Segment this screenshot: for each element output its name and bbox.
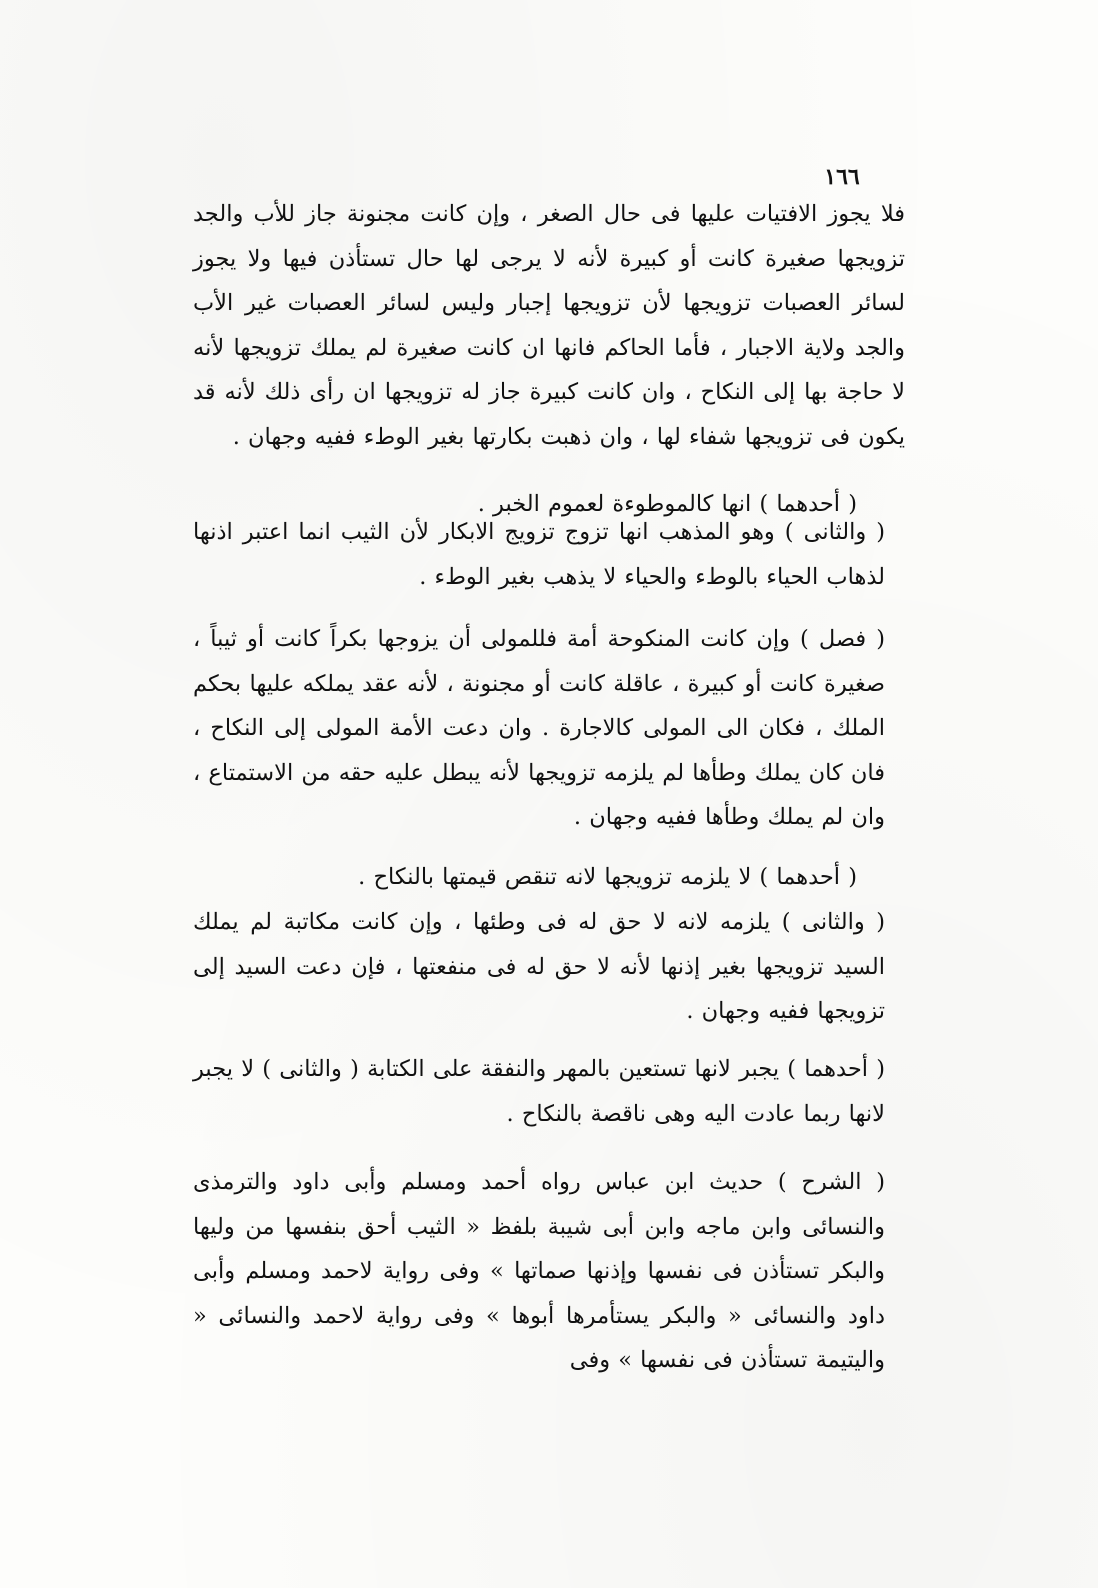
mukataba-text: ( أحدهما ) يجبر لانها تستعين بالمهر والنفقة على الكتابة ( والثانى ) لا يجبر لانها ربما عادت اليه وهى ناقصة بالنكاح . xyxy=(193,1056,885,1127)
paragraph-fasl-first xyxy=(193,855,905,900)
first-view-text: ( أحدهما ) انها كالموطوءة لعموم الخبر . xyxy=(477,491,857,517)
sharh-text: ( الشرح ) حديث ابن عباس رواه أحمد ومسلم وأبى داود والترمذى والنسائى وابن ماجه وابن أبى شيبة بلفظ « الثيب أحق بنفسها من وليها والبكر تستأذن فى نفسها وإذنها صماتها » وفى رواية لاحمد ومسلم وأبى داود والنسائى « والبكر يستأمرها أبوها » وفى رواية لاحمد والنسائى « واليتيمة تستأذن فى نفسها » وفى xyxy=(193,1169,885,1373)
page-number: ١٦٦ xyxy=(824,164,860,190)
paragraph-fasl-second xyxy=(193,900,905,1034)
second-view-text: ( والثانى ) وهو المذهب انها تزوج تزويج الابكار لأن الثيب انما اعتبر اذنها لذهاب الحياء بالوطء والحياء لا يذهب بغير الوطء . xyxy=(193,519,885,590)
paragraph-second-view xyxy=(193,510,905,599)
paragraph-main-text: فلا يجوز الافتيات عليها فى حال الصغر ، وإن كانت مجنونة جاز للأب والجد تزويجها صغيرة كانت أو كبيرة لأنه لا يرجى لها حال تستأذن فيها ولا يجوز لسائر العصبات تزويجها لأن تزويجها إجبار وليس لسائر العصبات غير الأب والجد ولاية الاجبار ، فأما الحاكم فانها ان كانت صغيرة لم يملك تزويجها لأنه لا حاجة بها إلى النكاح ، وان كانت كبيرة جاز له تزويجها ان رأى ذلك لأنه قد يكون فى تزويجها شفاء لها ، وان ذهبت بكارتها بغير الوطء ففيه وجهان . xyxy=(193,201,905,450)
fasl-first-text: ( أحدهما ) لا يلزمه تزويجها لانه تنقص قيمتها بالنكاح . xyxy=(358,864,857,890)
fasl-second-text: ( والثانى ) يلزمه لانه لا حق له فى وطئها ، وإن كانت مكاتبة لم يملك السيد تزويجها بغير إذنها لأنه لا حق له فى منفعتها ، فإن دعت السيد إلى تزويجها ففيه وجهان . xyxy=(193,909,885,1024)
paragraph-main xyxy=(193,192,905,459)
paragraph-mukataba xyxy=(193,1047,905,1136)
fasl-text: ( فصل ) وإن كانت المنكوحة أمة فللمولى أن يزوجها بكراً كانت أو ثيباً ، صغيرة كانت أو كبيرة ، عاقلة كانت أو مجنونة ، لأنه عقد يملكه عليها بحكم الملك ، فكان الى المولى كالاجارة . وان دعت الأمة المولى إلى النكاح ، فان كان يملك وطأها لم يلزمه تزويجها لأنه يبطل عليه حقه من الاستمتاع ، وان لم يملك وطأها ففيه وجهان . xyxy=(193,626,885,830)
paragraph-fasl xyxy=(193,617,905,840)
paragraph-sharh xyxy=(193,1160,905,1383)
